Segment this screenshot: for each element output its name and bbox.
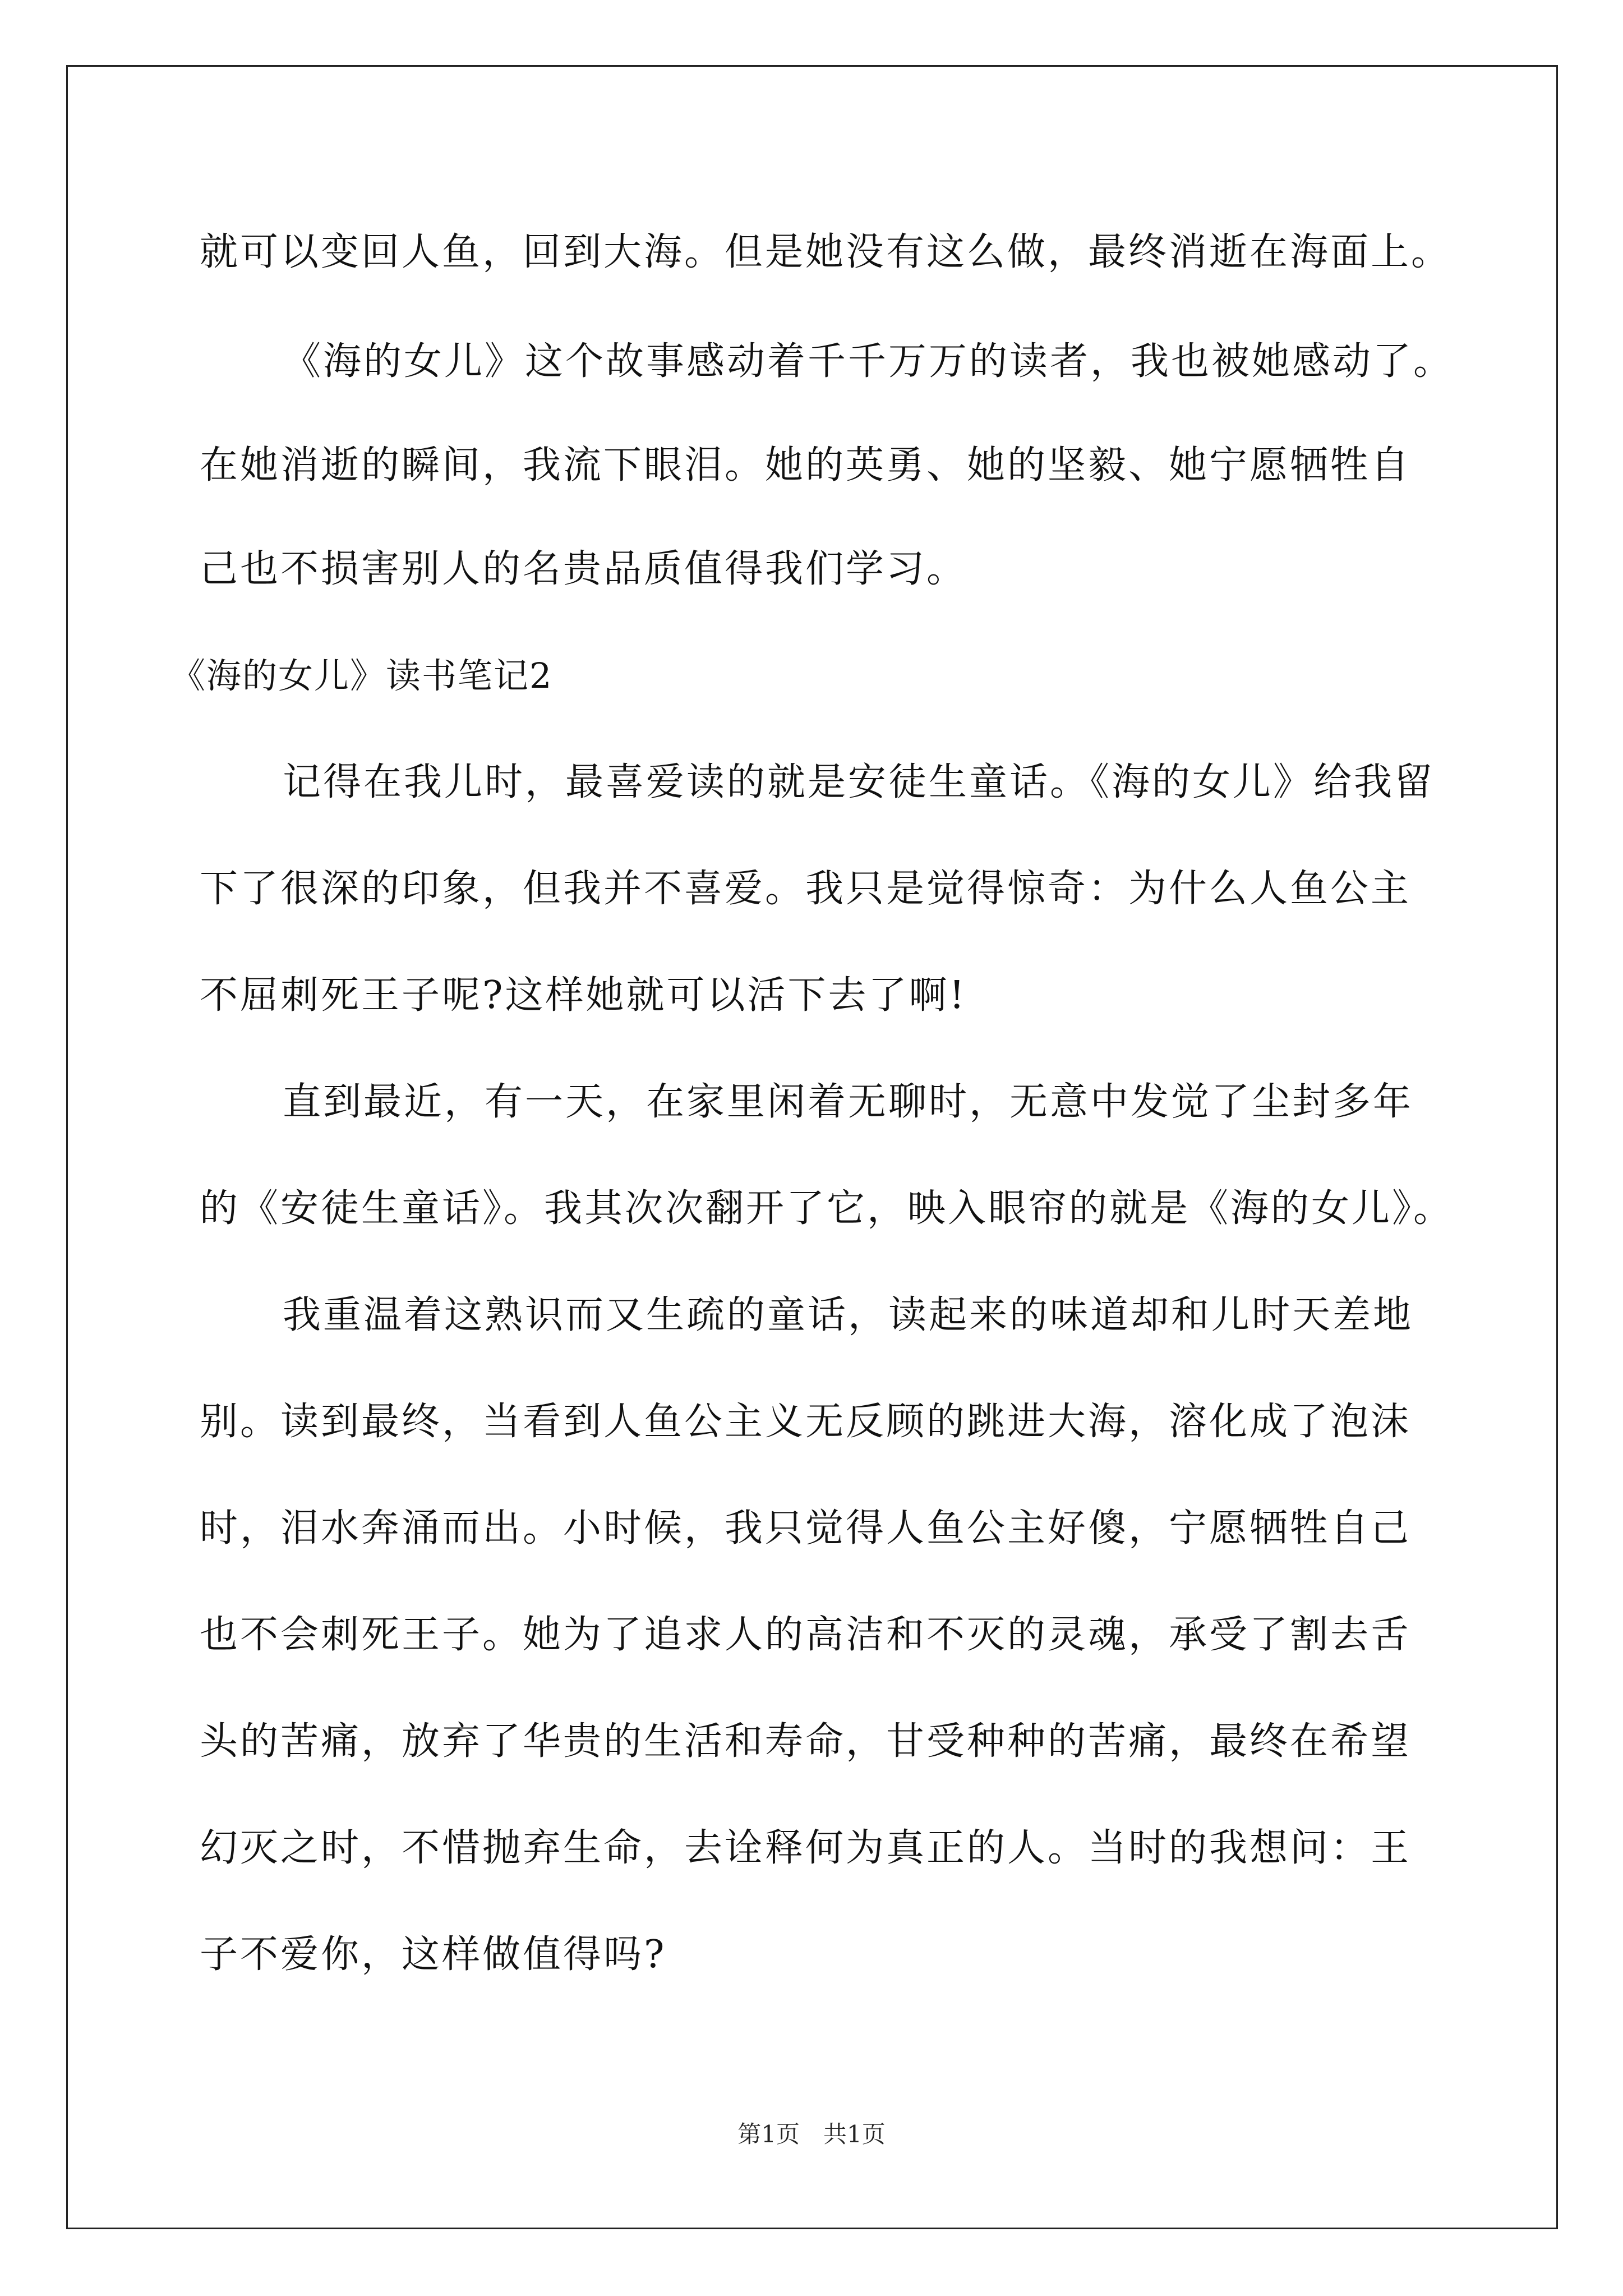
page-border [66, 65, 1558, 2229]
paragraph-line: 子不爱你，这样做值得吗? [200, 1932, 667, 1977]
paragraph-line: 记得在我儿时，最喜爱读的就是安徒生童话。《海的女儿》给我留 [283, 760, 1435, 804]
paragraph-line: 在她消逝的瞬间，我流下眼泪。她的英勇、她的坚毅、她宁愿牺牲自 [200, 443, 1412, 487]
paragraph-line: 直到最近，有一天，在家里闲着无聊时，无意中发觉了尘封多年 [283, 1080, 1414, 1124]
section-heading: 《海的女儿》读书笔记2 [170, 655, 553, 696]
paragraph-line: 就可以变回人鱼，回到大海。但是她没有这么做，最终消逝在海面上。 [200, 230, 1452, 274]
paragraph-line: 别。读到最终，当看到人鱼公主义无反顾的跳进大海，溶化成了泡沫 [200, 1400, 1412, 1444]
paragraph-line: 下了很深的印象，但我并不喜爱。我只是觉得惊奇：为什么人鱼公主 [200, 867, 1412, 911]
paragraph-line: 的《安徒生童话》。我其次次翻开了它，映入眼帘的就是《海的女儿》。 [200, 1186, 1454, 1231]
paragraph-line: 幻灭之时，不惜抛弃生命，去诠释何为真正的人。当时的我想问：王 [200, 1826, 1412, 1870]
paragraph-line: 我重温着这熟识而又生疏的童话，读起来的味道却和儿时天差地 [283, 1293, 1414, 1337]
paragraph-line: 《海的女儿》这个故事感动着千千万万的读者，我也被她感动了。 [283, 339, 1454, 384]
paragraph-line: 己也不损害别人的名贵品质值得我们学习。 [200, 547, 967, 591]
paragraph-line: 头的苦痛，放弃了华贵的生活和寿命，甘受种种的苦痛，最终在希望 [200, 1719, 1412, 1764]
paragraph-line: 不屈刺死王子呢?这样她就可以活下去了啊! [200, 973, 967, 1018]
paragraph-line: 时，泪水奔涌而出。小时候，我只觉得人鱼公主好傻，宁愿牺牲自己 [200, 1506, 1412, 1550]
page-number-footer: 第1页 共1页 [737, 2120, 886, 2148]
paragraph-line: 也不会刺死王子。她为了追求人的高洁和不灭的灵魂，承受了割去舌 [200, 1613, 1412, 1657]
